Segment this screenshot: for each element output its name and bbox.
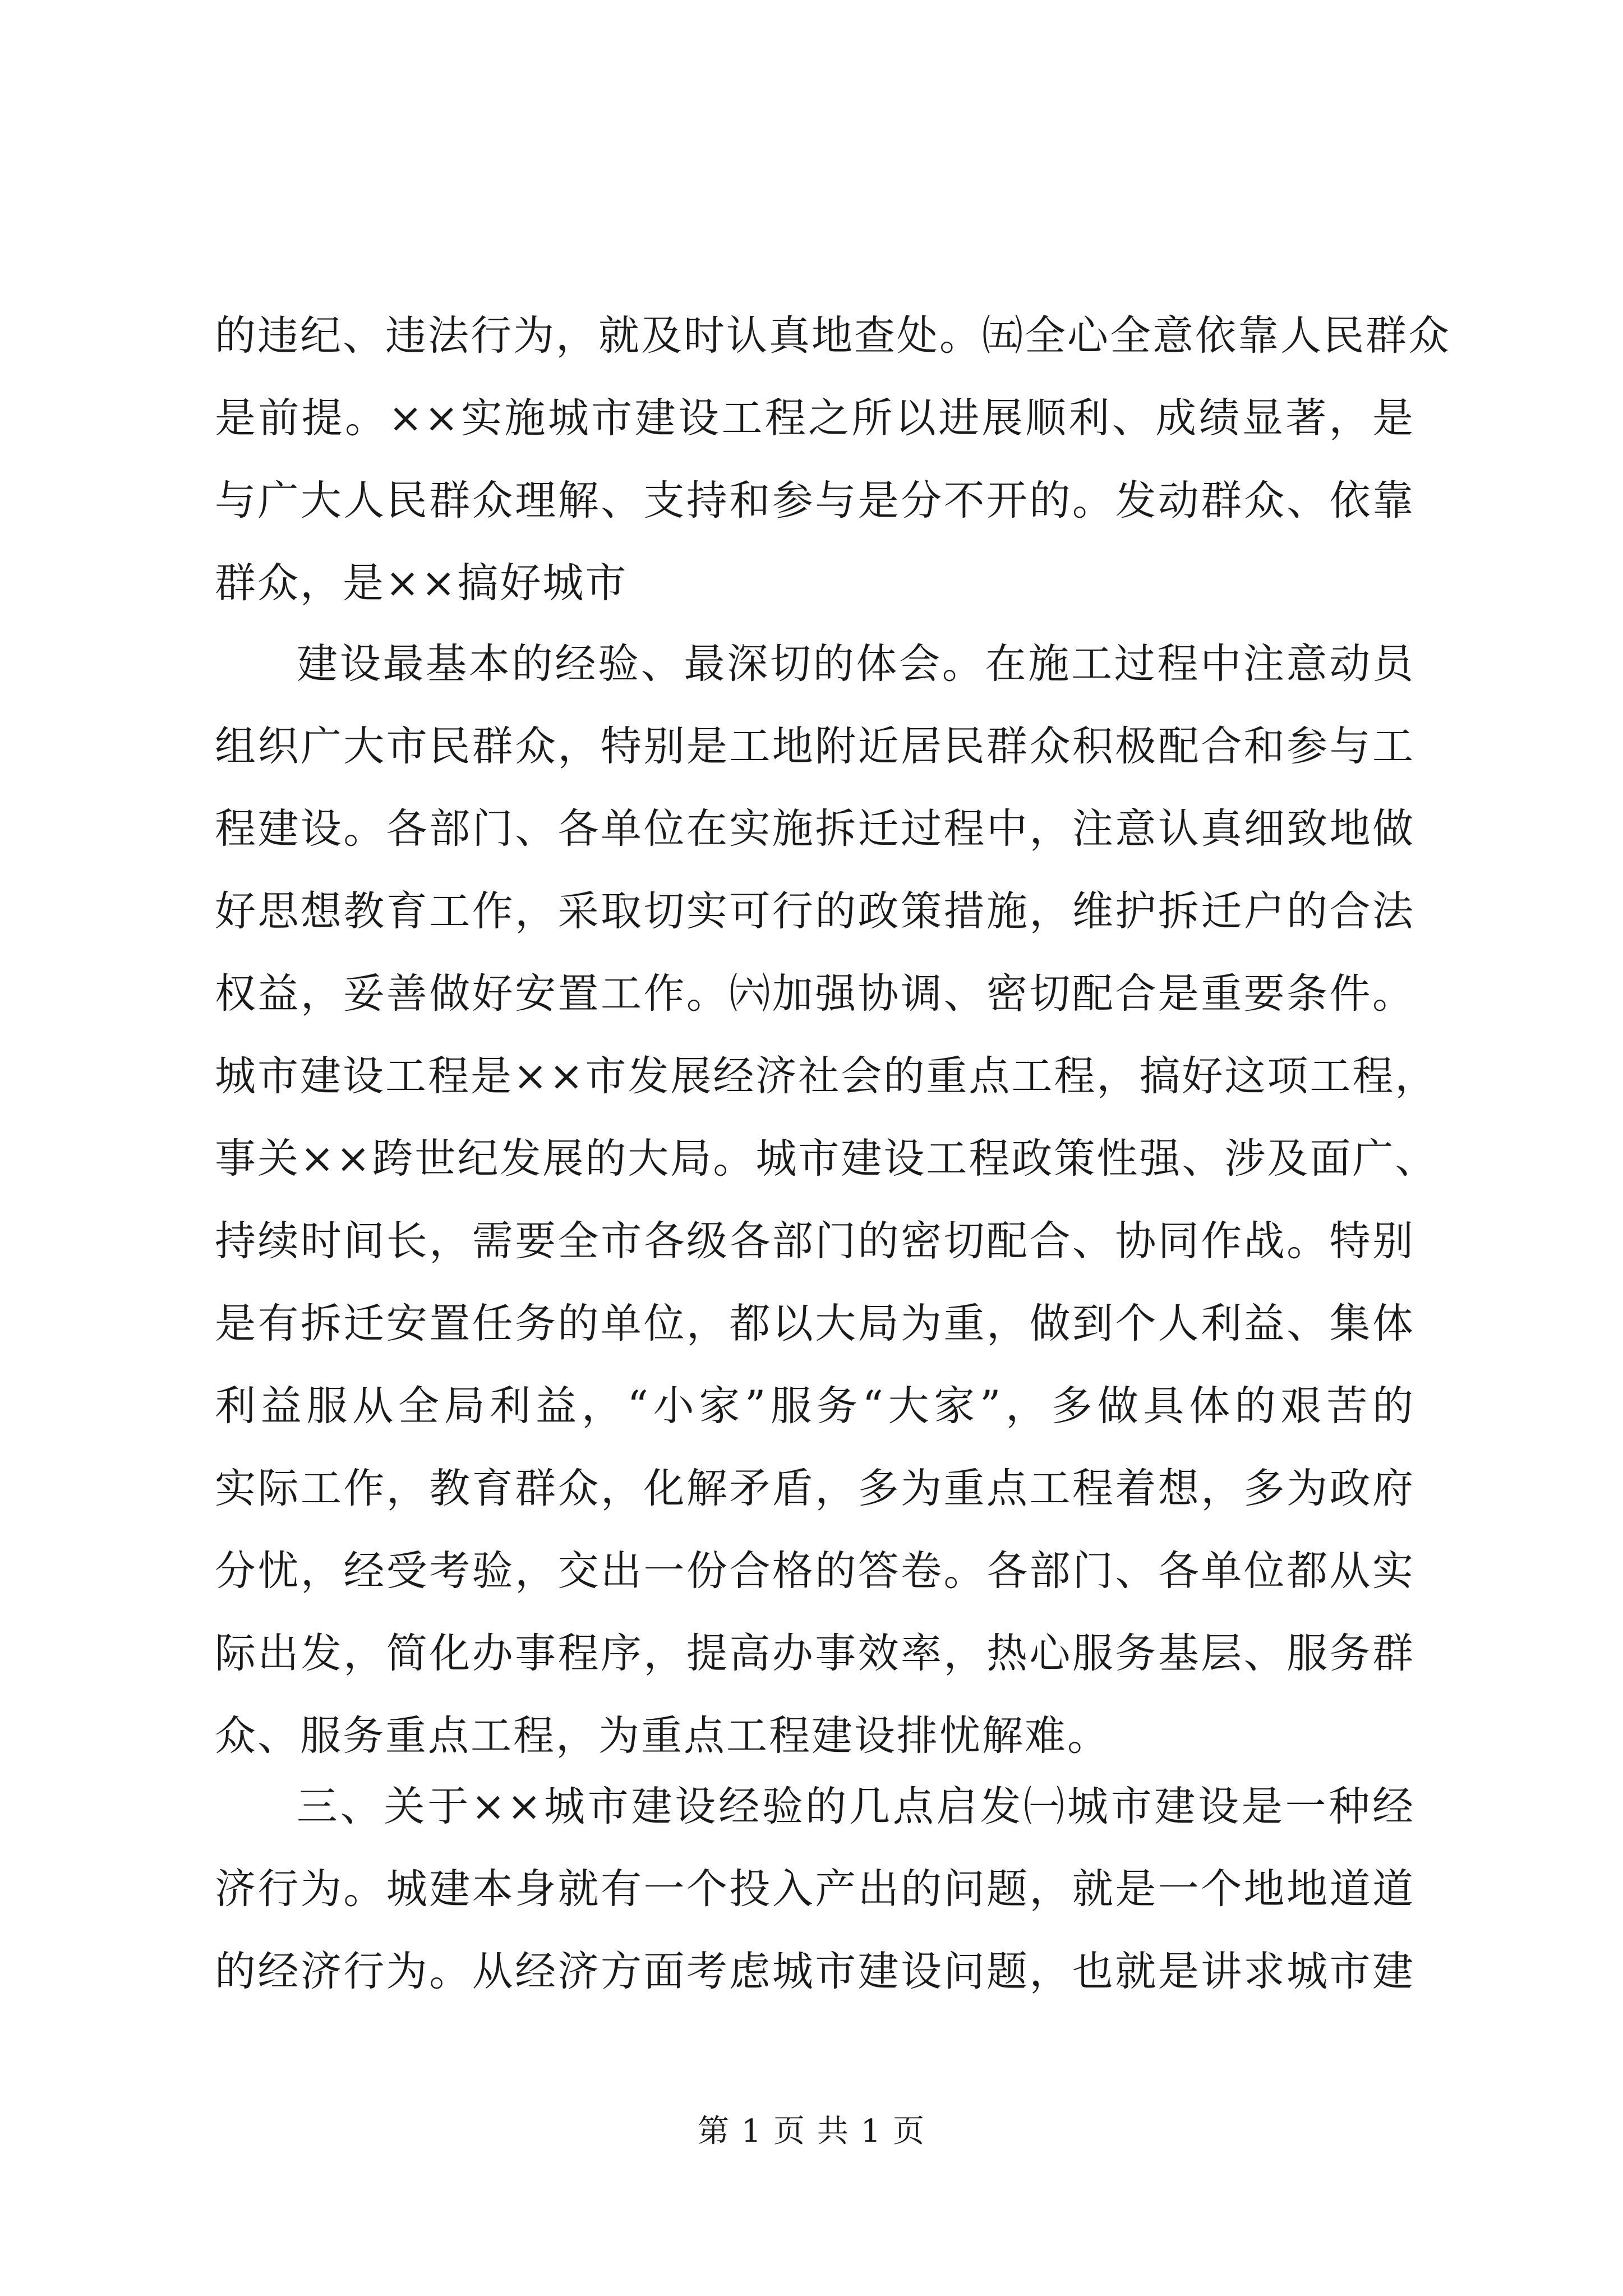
text-line: 好思想教育工作，采取切实可行的政策措施，维护拆迁户的合法	[215, 887, 1415, 935]
text-line: 三、关于××城市建设经验的几点启发㈠城市建设是一种经	[297, 1783, 1415, 1830]
text-line: 际出发，简化办事程序，提高办事效率，热心服务基层、服务群	[215, 1630, 1415, 1677]
text-line: 是有拆迁安置任务的单位，都以大局为重，做到个人利益、集体	[215, 1300, 1415, 1347]
text-line: 持续时间长，需要全市各级各部门的密切配合、协同作战。特别	[215, 1217, 1415, 1265]
page-footer: 第 1 页 共 1 页	[697, 2113, 926, 2150]
paragraph-2	[215, 623, 1438, 1777]
text-line: 的经济行为。从经济方面考虑城市建设问题，也就是讲求城市建	[215, 1948, 1415, 1995]
text-line: 实际工作，教育群众，化解矛盾，多为重点工程着想，多为政府	[215, 1465, 1415, 1512]
text-line: 是前提。××实施城市建设工程之所以进展顺利、成绩显著，是	[215, 394, 1415, 442]
text-line: 程建设。各部门、各单位在实施拆迁过程中，注意认真细致地做	[215, 805, 1415, 853]
text-line: 城市建设工程是××市发展经济社会的重点工程，搞好这项工程，	[215, 1052, 1438, 1100]
text-line: 组织广大市民群众，特别是工地附近居民群众积极配合和参与工	[215, 723, 1415, 770]
text-line: 权益，妥善做好安置工作。㈥加强协调、密切配合是重要条件。	[215, 970, 1415, 1018]
text-line: 事关××跨世纪发展的大局。城市建设工程政策性强、涉及面广、	[215, 1135, 1438, 1182]
text-line: 群众，是××搞好城市	[215, 559, 628, 607]
text-line: 济行为。城建本身就有一个投入产出的问题，就是一个地地道道	[215, 1865, 1415, 1913]
text-line: 的违纪、违法行为，就及时认真地查处。㈤全心全意依靠人民群众	[215, 312, 1451, 360]
text-line: 建设最基本的经验、最深切的体会。在施工过程中注意动员	[297, 640, 1415, 688]
paragraph-3	[215, 1765, 1415, 2013]
text-line: 与广大人民群众理解、支持和参与是分不开的。发动群众、依靠	[215, 477, 1415, 524]
text-line: 众、服务重点工程，为重点工程建设排忧解难。	[215, 1712, 1110, 1760]
text-line: 利益服从全局利益，“小家”服务“大家”，多做具体的艰苦的	[215, 1382, 1415, 1430]
paragraph-1	[215, 295, 1451, 624]
text-line: 分忧，经受考验，交出一份合格的答卷。各部门、各单位都从实	[215, 1547, 1415, 1595]
